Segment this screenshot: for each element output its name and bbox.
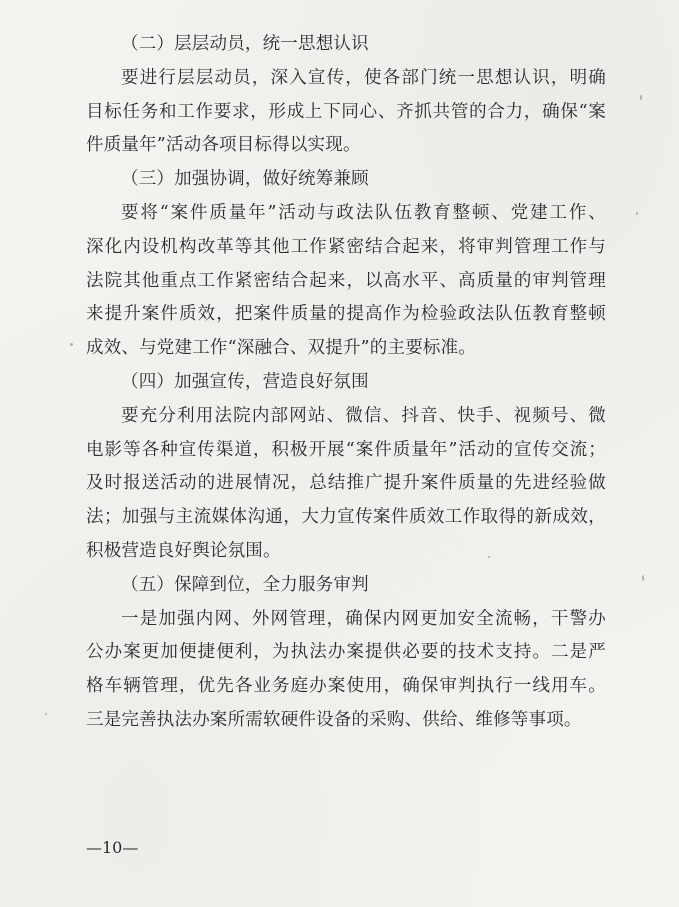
paragraph-line: 要将“案件质量年”活动与政法队伍教育整顿、党建工作、	[121, 202, 606, 223]
paragraph-line: 电影等各种宣传渠道，积极开展“案件质量年”活动的宣传交流；	[86, 439, 606, 460]
paragraph-line: 目标任务和工作要求，形成上下同心、齐抓共管的合力，确保“案	[86, 101, 606, 122]
paragraph-line: 法；加强与主流媒体沟通，大力宣传案件质效工作取得的新成效，	[86, 507, 606, 528]
scan-speck	[70, 343, 73, 346]
paragraph-line: 及时报送活动的进展情况，总结推广提升案件质量的先进经验做	[86, 473, 606, 494]
paragraph-line: 积极营造良好舆论氛围。	[86, 540, 281, 561]
document-body	[86, 28, 606, 738]
paragraph-line: 一是加强内网、外网管理，确保内网更加安全流畅，干警办	[121, 608, 606, 629]
section-heading: （二）层层动员，统一思想认识	[121, 34, 369, 54]
scan-speck	[488, 556, 490, 558]
paragraph-line: 深化内设机构改革等其他工作紧密结合起来，将审判管理工作与	[86, 236, 606, 257]
paragraph-line: 要进行层层动员，深入宣传，使各部门统一思想认识，明确	[121, 67, 606, 88]
scan-speck	[45, 713, 47, 715]
paragraph-line: 件质量年”活动各项目标得以实现。	[86, 135, 361, 156]
scan-speck	[642, 575, 644, 581]
section-heading: （四）加强宣传，营造良好氛围	[121, 371, 369, 392]
paragraph-line: 来提升案件质效，把案件质量的提高作为检验政法队伍教育整顿	[86, 304, 606, 325]
scan-speck	[636, 212, 638, 215]
paragraph-line: 格车辆管理，优先各业务庭办案使用，确保审判执行一线用车。	[86, 676, 606, 697]
paragraph-line: 公办案更加便捷便利，为执法办案提供必要的技术支持。二是严	[86, 642, 606, 663]
paragraph-line: 成效、与党建工作“深融合、双提升”的主要标准。	[86, 338, 476, 359]
scan-speck	[640, 95, 642, 100]
page-number: —10—	[86, 838, 139, 857]
section-heading: （三）加强协调，做好统筹兼顾	[121, 169, 369, 190]
paragraph-line: 法院其他重点工作紧密结合起来，以高水平、高质量的审判管理	[86, 270, 606, 291]
section-heading: （五）保障到位，全力服务审判	[121, 574, 369, 595]
paragraph-line: 三是完善执法办案所需软硬件设备的采购、供给、维修等事项。	[86, 709, 582, 730]
paragraph-line: 要充分利用法院内部网站、微信、抖音、快手、视频号、微	[121, 405, 606, 426]
